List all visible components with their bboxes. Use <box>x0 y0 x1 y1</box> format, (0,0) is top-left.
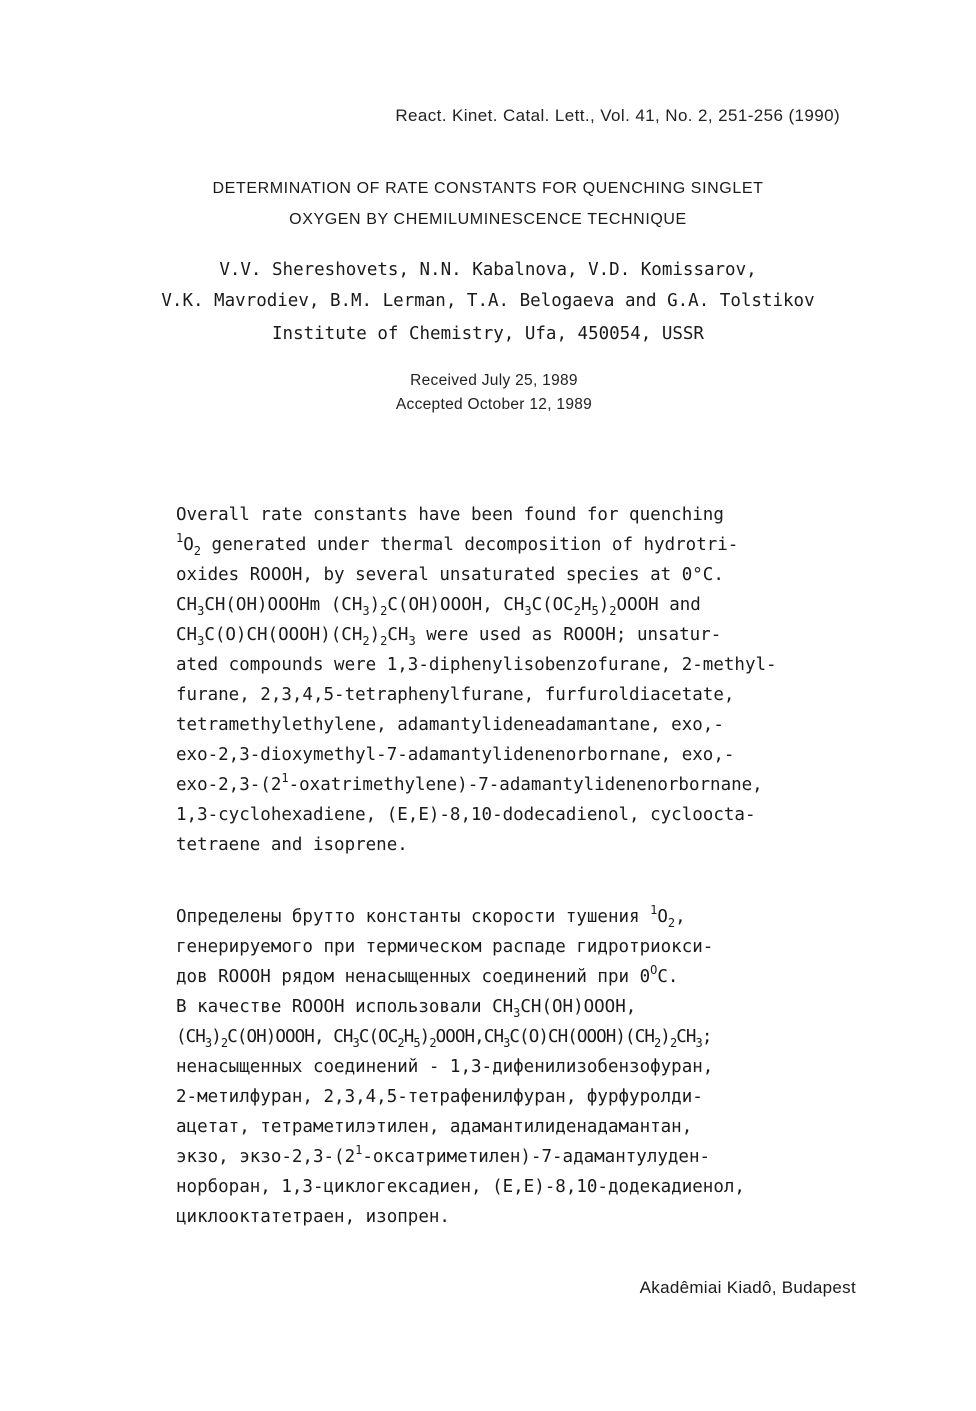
abstract-ru-line: В качестве ROOOH использовали $CH_3CH(OH)OOOH$, <box>176 997 637 1020</box>
abstract-en-line: ated compounds were 1,3-diphenylisobenzofurane, 2-methyl- <box>176 655 777 675</box>
abstract-ru-line: Определены брутто константы скорости тушения $^1O_2$, <box>176 903 686 930</box>
abstract-ru-line: генерируемого при термическом распаде гидротриокси- <box>176 937 714 957</box>
abstract-en-line: exo-$2,3-(2^1-oxatrimethylene)-7$-adamantylidenenorbornane, <box>176 771 763 795</box>
abstract-ru-line: норборан, 1,3-циклогексадиен, (E,E)-8,10-додекадиенол, <box>176 1177 745 1197</box>
journal-reference: React. Kinet. Catal. Lett., Vol. 41, No. 2, 251-256 (1990) <box>395 106 840 125</box>
accepted-date: Accepted October 12, 1989 <box>395 396 593 413</box>
title-line-1: DETERMINATION OF RATE CONSTANTS FOR QUENCHING SINGLET <box>212 180 764 197</box>
abstract-en-line: oxides ROOOH, by several unsaturated species at 0°C. <box>176 565 724 585</box>
abstract-en-line: tetramethylethylene, adamantylideneadamantane, exo,- <box>176 715 724 735</box>
institute-affiliation: Institute of Chemistry, Ufa, 450054, USSR <box>272 324 704 344</box>
abstract-english <box>176 500 866 860</box>
abstract-en-line: $^1O_2$ generated under thermal decomposition of hydrotri- <box>176 531 739 558</box>
abstract-ru-line: дов ROOOH рядом ненасыщенных соединений при $0^OC$. <box>176 963 679 987</box>
abstract-en-line: furane, 2,3,4,5-tetraphenylfurane, furfuroldiacetate, <box>176 685 735 705</box>
authors-line-2: V.K. Mavrodiev, B.M. Lerman, T.A. Belogaeva and G.A. Tolstikov <box>161 291 815 311</box>
abstract-ru-line: циклооктатетраен, изопрен. <box>176 1207 450 1227</box>
abstract-en-line: $CH_3CH(OH)OOOHm$ $(CH_3)_2C(OH)OOOH$, $CH_3C(OC_2H_5)_2OOOH$ and <box>176 595 701 618</box>
abstract-ru-line: 2-метилфуран, 2,3,4,5-тетрафенилфуран, фурфуролди- <box>176 1087 703 1107</box>
abstract-en-line: $CH_3C(O)CH(OOOH)(CH_2)_2CH_3$ were used as ROOOH; unsatur- <box>176 625 722 648</box>
title-line-2: OXYGEN BY CHEMILUMINESCENCE TECHNIQUE <box>289 211 687 228</box>
abstract-ru-line: $(CH_3)_2C(OH)OOOH$, $CH_3C(OC_2H_5)_2OOOH,CH_3C(O)CH(OOOH)(CH_2)_2CH_3$; <box>176 1027 712 1050</box>
publisher-imprint: Akadêmiai Kiadô, Budapest <box>639 1278 856 1297</box>
authors-line-1: V.V. Shereshovets, N.N. Kabalnova, V.D. Komissarov, <box>219 260 757 280</box>
abstract-en-line: 1,3-cyclohexadiene, (E,E)-8,10-dodecadienol, cycloocta- <box>176 805 756 825</box>
abstract-en-line: exo-2,3-dioxymethyl-7-adamantylidenenorbornane, exo,- <box>176 745 735 765</box>
submission-dates <box>0 369 976 417</box>
abstract-en-line: tetraene and isoprene. <box>176 835 408 855</box>
paper-title <box>0 173 976 235</box>
abstract-en-line: Overall rate constants have been found for quenching <box>176 505 724 525</box>
received-date: Received July 25, 1989 <box>410 372 578 389</box>
abstract-russian <box>176 902 866 1232</box>
abstract-ru-line: экзо, экзо-$2,3-(2^1-оксатриметилен)-7-адамантулуден-$ <box>176 1143 711 1167</box>
author-list <box>0 255 976 317</box>
abstract-ru-line: ацетат, тетраметилэтилен, адамантилиденадамантан, <box>176 1117 693 1137</box>
abstract-ru-line: ненасыщенных соединений - 1,3-дифенилизобензофуран, <box>176 1057 714 1077</box>
